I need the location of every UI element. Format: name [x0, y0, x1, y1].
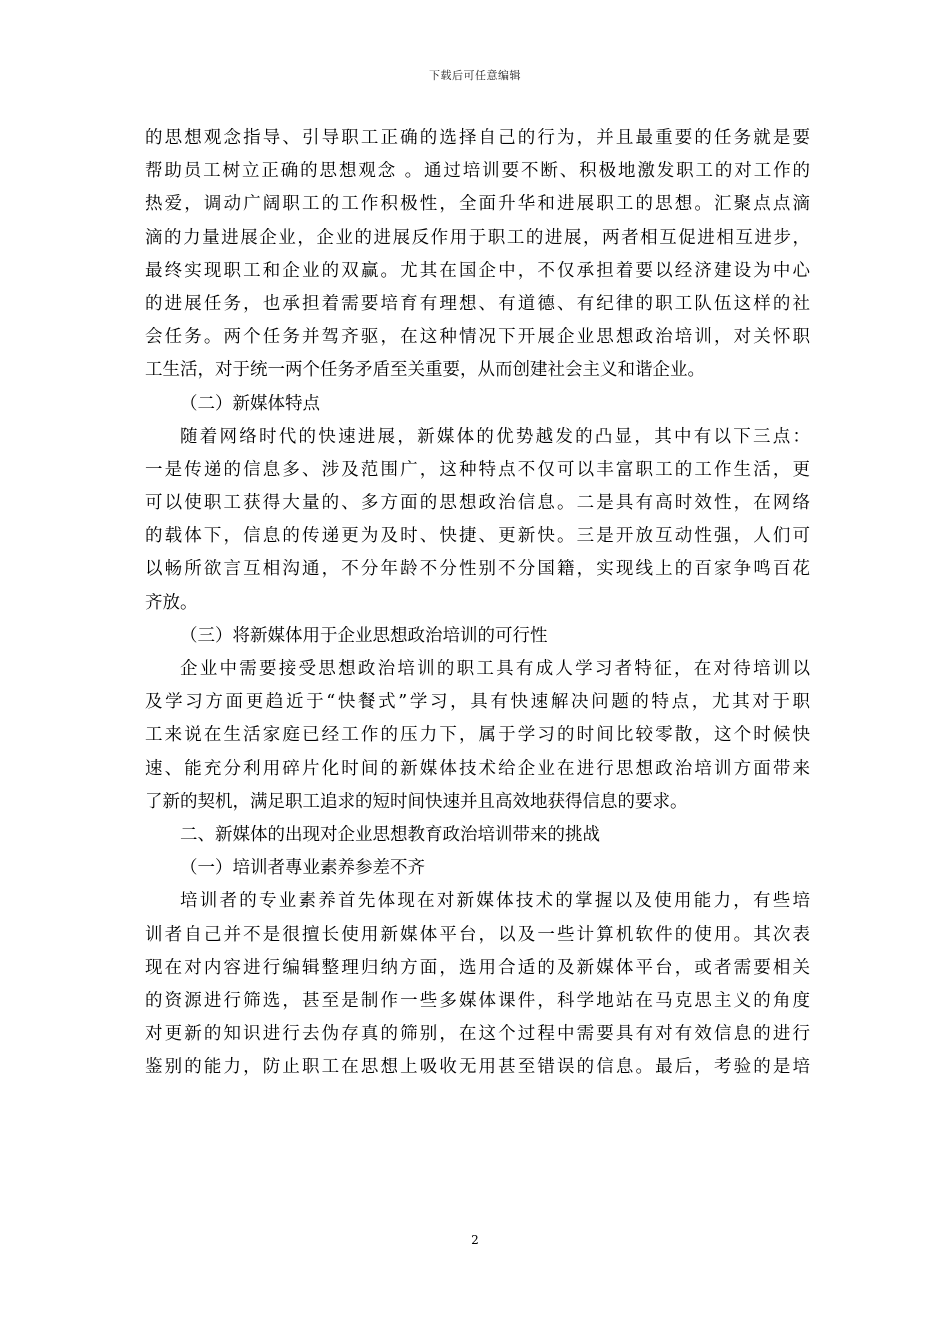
text-line: 以畅所欲言互相沟通，不分年龄不分性别不分国籍，实现线上的百家争鸣百花	[145, 559, 810, 580]
page-header: 下载后可任意编辑	[429, 69, 521, 82]
text-line: 了新的契机，满足职工追求的短时间快速并且高效地获得信息的要求。	[145, 791, 688, 812]
text-line: 工来说在生活家庭已经工作的压力下，属于学习的时间比较零散，这个时候快	[145, 725, 810, 746]
document-body	[145, 122, 810, 1084]
section-heading: （三）将新媒体用于企业思想政治培训的可行性	[180, 625, 548, 646]
text-line: 热爱，调动广阔职工的工作积极性，全面升华和进展职工的思想。汇聚点点滴	[145, 194, 810, 215]
text-line: 可以使职工获得大量的、多方面的思想政治信息。二是具有高时效性，在网络	[145, 493, 810, 514]
text-line: 工生活，对于统一两个任务矛盾至关重要，从而创建社会主义和谐企业。	[145, 360, 705, 381]
text-line: 的思想观念指导、引导职工正确的选择自己的行为，并且最重要的任务就是要	[145, 128, 810, 148]
text-line: 培训者的专业素养首先体现在对新媒体技术的掌握以及使用能力，有些培	[180, 891, 810, 912]
text-line: 及学习方面更趋近于“快餐式”学习，具有快速解决问题的特点，尤其对于职	[145, 692, 810, 713]
text-line: 帮助员工树立正确的思想观念 。通过培训要不断、积极地激发职工的对工作的	[145, 161, 810, 182]
text-line: 企业中需要接受思想政治培训的职工具有成人学习者特征，在对待培训以	[180, 659, 810, 679]
section-heading: （一）培训者專业素养参差不齐	[180, 858, 425, 879]
text-line: 齐放。	[145, 592, 198, 613]
text-line: 一是传递的信息多、涉及范围广，这种特点不仅可以丰富职工的工作生活，更	[145, 459, 810, 480]
chapter-heading: 二、新媒体的出现对企业思想教育政治培训带来的挑战	[180, 824, 600, 845]
text-line: 随着网络时代的快速进展，新媒体的优势越发的凸显，其中有以下三点：	[180, 426, 810, 447]
text-line: 最终实现职工和企业的双赢。尤其在国企中，不仅承担着要以经济建设为中心	[145, 260, 810, 281]
text-line: 对更新的知识进行去伪存真的筛别，在这个过程中需要具有对有效信息的进行	[145, 1024, 810, 1045]
text-line: 滴的力量进展企业，企业的进展反作用于职工的进展，两者相互促进相互进步，	[145, 227, 810, 248]
text-line: 训者自己并不是很擅长使用新媒体平台，以及一些计算机软件的使用。其次表	[145, 924, 810, 945]
text-line: 鉴别的能力，防止职工在思想上吸收无用甚至错误的信息。最后，考验的是培	[145, 1057, 810, 1078]
text-line: 的载体下，信息的传递更为及时、快捷、更新快。三是开放互动性强，人们可	[145, 526, 810, 547]
text-line: 会任务。两个任务并驾齐驱，在这种情况下开展企业思想政治培训，对关怀职	[145, 327, 810, 348]
text-line: 的进展任务，也承担着需要培育有理想、有道德、有纪律的职工队伍这样的社	[145, 293, 810, 314]
text-line: 速、能充分利用碎片化时间的新媒体技术给企业在进行思想政治培训方面带来	[145, 758, 810, 779]
section-heading: （二）新媒体特点	[180, 393, 320, 414]
page-number: 2	[471, 1233, 479, 1247]
text-line: 的资源进行筛选，甚至是制作一些多媒体课件，科学地站在马克思主义的角度	[145, 990, 810, 1011]
text-line: 现在对内容进行编辑整理归纳方面，选用合适的及新媒体平台，或者需要相关	[145, 957, 810, 978]
